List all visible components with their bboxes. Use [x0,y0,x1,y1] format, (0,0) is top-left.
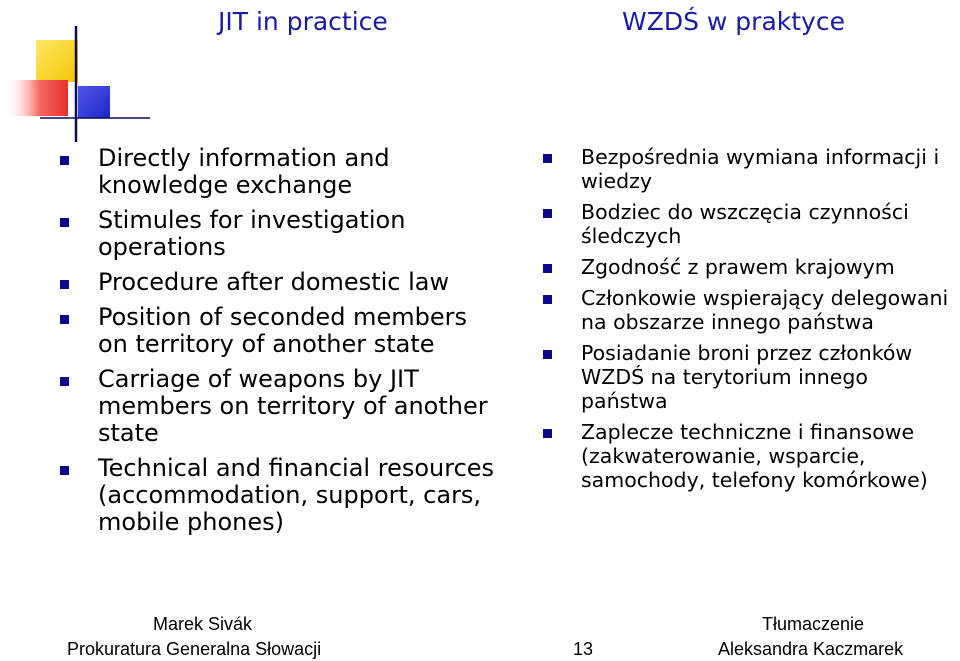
title-english: JIT in practice [218,7,388,36]
square-bullet-icon [543,209,552,218]
logo-blue-square [78,86,110,118]
list-item: Zaplecze techniczne i finansowe (zakwaterowanie, wsparcie, samochody, telefony komórkowe) [543,420,960,492]
square-bullet-icon [543,154,552,163]
square-bullet-icon [543,350,552,359]
square-bullet-icon [60,156,69,165]
square-bullet-icon [60,315,69,324]
square-bullet-icon [60,280,69,289]
square-bullet-icon [60,466,69,475]
list-item: Position of seconded members on territory of another state [60,304,500,358]
polish-bullet-list [543,145,960,499]
english-bullet-list [60,145,500,544]
list-item: Członkowie wspierający delegowani na obszarze innego państwa [543,286,960,334]
footer-translator: Aleksandra Kaczmarek [718,639,904,659]
footer-organization: Prokuratura Generalna Słowacji [67,639,322,659]
list-item: Technical and financial resources (accommodation, support, cars, mobile phones) [60,455,500,536]
list-item: Procedure after domestic law [60,269,500,296]
list-item: Zgodność z prawem krajowym [543,255,960,279]
square-bullet-icon [543,295,552,304]
logo-red-square [4,80,68,116]
list-item: Stimules for investigation operations [60,207,500,261]
footer-translation-label: Tłumaczenie [762,614,865,634]
square-bullet-icon [60,377,69,386]
list-item: Bodziec do wszczęcia czynności śledczych [543,200,960,248]
footer-author: Marek Sivák [153,614,253,634]
list-item: Bezpośrednia wymiana informacji i wiedzy [543,145,960,193]
decorative-logo-icon [0,0,150,150]
title-polish: WZDŚ w praktyce [622,7,845,36]
square-bullet-icon [543,264,552,273]
square-bullet-icon [60,218,69,227]
list-item: Posiadanie broni przez członków WZDŚ na terytorium innego państwa [543,341,960,413]
page-number: 13 [573,639,594,659]
list-item: Directly information and knowledge exchange [60,145,500,199]
logo-yellow-square [36,40,78,82]
square-bullet-icon [543,429,552,438]
list-item: Carriage of weapons by JIT members on territory of another state [60,366,500,447]
